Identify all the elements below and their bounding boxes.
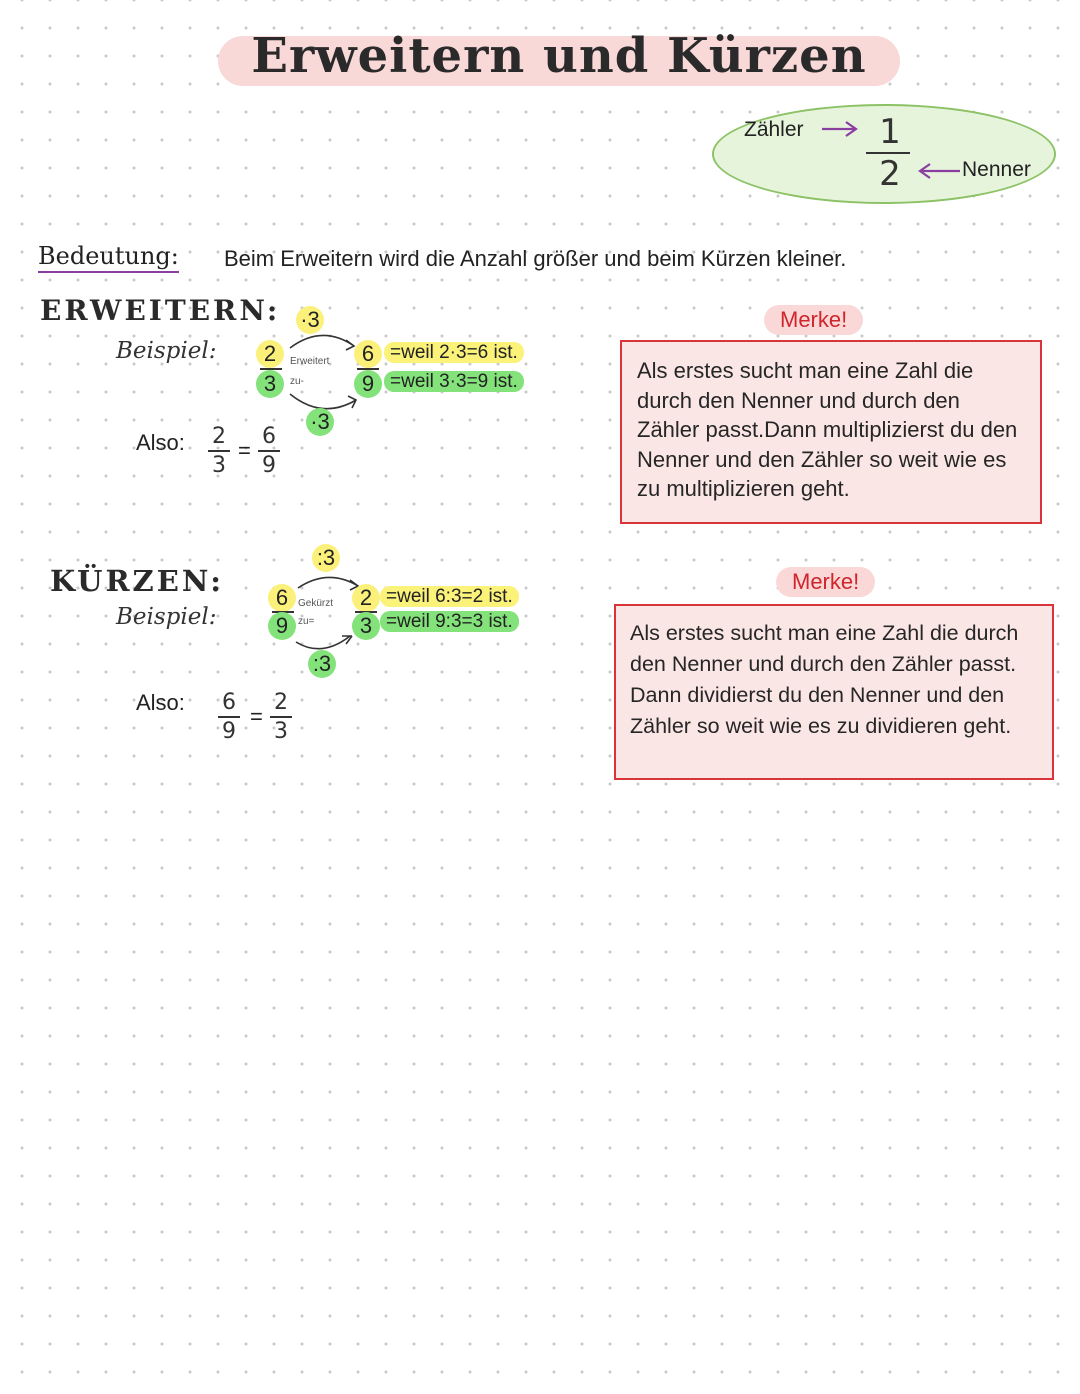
kuerzen-also-from-num: 6 (222, 690, 236, 715)
zaehler-label: Zähler (744, 118, 804, 141)
kuerzen-also-from (218, 690, 240, 744)
erweitern-from-den: 3 (256, 370, 284, 398)
erweitern-zu: zu- (290, 376, 304, 387)
erweitern-also-from-bar (208, 450, 230, 452)
erweitern-beispiel-label: Beispiel: (116, 338, 217, 364)
kuerzen-merke-label: Merke! (776, 567, 875, 597)
kuerzen-to-den: 3 (352, 612, 380, 640)
kuerzen-also-from-den: 9 (222, 719, 236, 744)
erweitern-to-den: 9 (354, 370, 382, 398)
kuerzen-to-num: 2 (352, 584, 380, 612)
kuerzen-also-to-num: 2 (274, 690, 288, 715)
erweitern-also-label: Also: (136, 430, 185, 455)
legend-denominator: 2 (879, 154, 901, 194)
kuerzen-also-equals: = (250, 704, 263, 729)
erweitern-from-num: 2 (256, 340, 284, 368)
erweitern-also-equals: = (238, 438, 251, 463)
kuerzen-merke-box (614, 604, 1054, 780)
kuerzen-factor-bottom: :3 (308, 650, 336, 678)
erweitern-factor-top: ·3 (296, 306, 324, 334)
kuerzen-weil-den: =weil 9:3=3 ist. (380, 611, 519, 632)
kuerzen-from-num: 6 (268, 584, 296, 612)
erweitern-to-num: 6 (354, 340, 382, 368)
kuerzen-verb: Gekürzt (298, 598, 334, 609)
erweitern-heading: ERWEITERN: (40, 294, 281, 327)
kuerzen-also-to (270, 690, 292, 744)
page-title: Erweitern und Kürzen (251, 28, 867, 84)
kuerzen-beispiel-label: Beispiel: (116, 604, 217, 630)
kuerzen-zu: zu= (298, 616, 315, 627)
kuerzen-also-label: Also: (136, 690, 185, 715)
nenner-arrow-icon (914, 160, 962, 182)
erweitern-verb: Erweitert (290, 356, 330, 367)
kuerzen-factor-top: :3 (312, 544, 340, 572)
zaehler-arrow-icon (820, 118, 864, 140)
erweitern-factor-bottom: ·3 (306, 408, 334, 436)
legend-numerator: 1 (879, 112, 901, 152)
kuerzen-from-den: 9 (268, 612, 296, 640)
erweitern-merke-text: Als erstes sucht man eine Zahl die durch den Nenner und durch den Zähler passt.Dann multiplizierst du den Nenner und den Zähler so weit wie es zu multiplizieren geht. (637, 358, 1018, 501)
erweitern-weil-num: =weil 2·3=6 ist. (384, 342, 524, 363)
erweitern-also-to (258, 424, 280, 478)
erweitern-weil-den: =weil 3·3=9 ist. (384, 371, 524, 392)
kuerzen-weil-num: =weil 6:3=2 ist. (380, 586, 519, 607)
erweitern-arrow-top-icon (284, 322, 364, 352)
nenner-label: Nenner (962, 158, 1031, 181)
kuerzen-also-to-den: 3 (274, 719, 288, 744)
erweitern-also-to-num: 6 (262, 424, 276, 449)
erweitern-merke-box (620, 340, 1042, 524)
bedeutung-text: Beim Erweitern wird die Anzahl größer und beim Kürzen kleiner. (224, 246, 847, 271)
erweitern-also-to-den: 9 (262, 453, 276, 478)
erweitern-also-to-bar (258, 450, 280, 452)
erweitern-also-from (208, 424, 230, 478)
bedeutung-label: Bedeutung: (38, 242, 179, 273)
erweitern-also-from-num: 2 (212, 424, 226, 449)
erweitern-also-from-den: 3 (212, 453, 226, 478)
erweitern-merke-label: Merke! (764, 305, 863, 335)
kuerzen-also-to-bar (270, 716, 292, 718)
kuerzen-also-from-bar (218, 716, 240, 718)
kuerzen-merke-text: Als erstes sucht man eine Zahl die durch den Nenner und durch den Zähler passt. Dann dividierst du den Nenner und den Zähler so weit wie es zu dividieren geht. (630, 621, 1019, 738)
kuerzen-heading: KÜRZEN: (50, 564, 225, 598)
